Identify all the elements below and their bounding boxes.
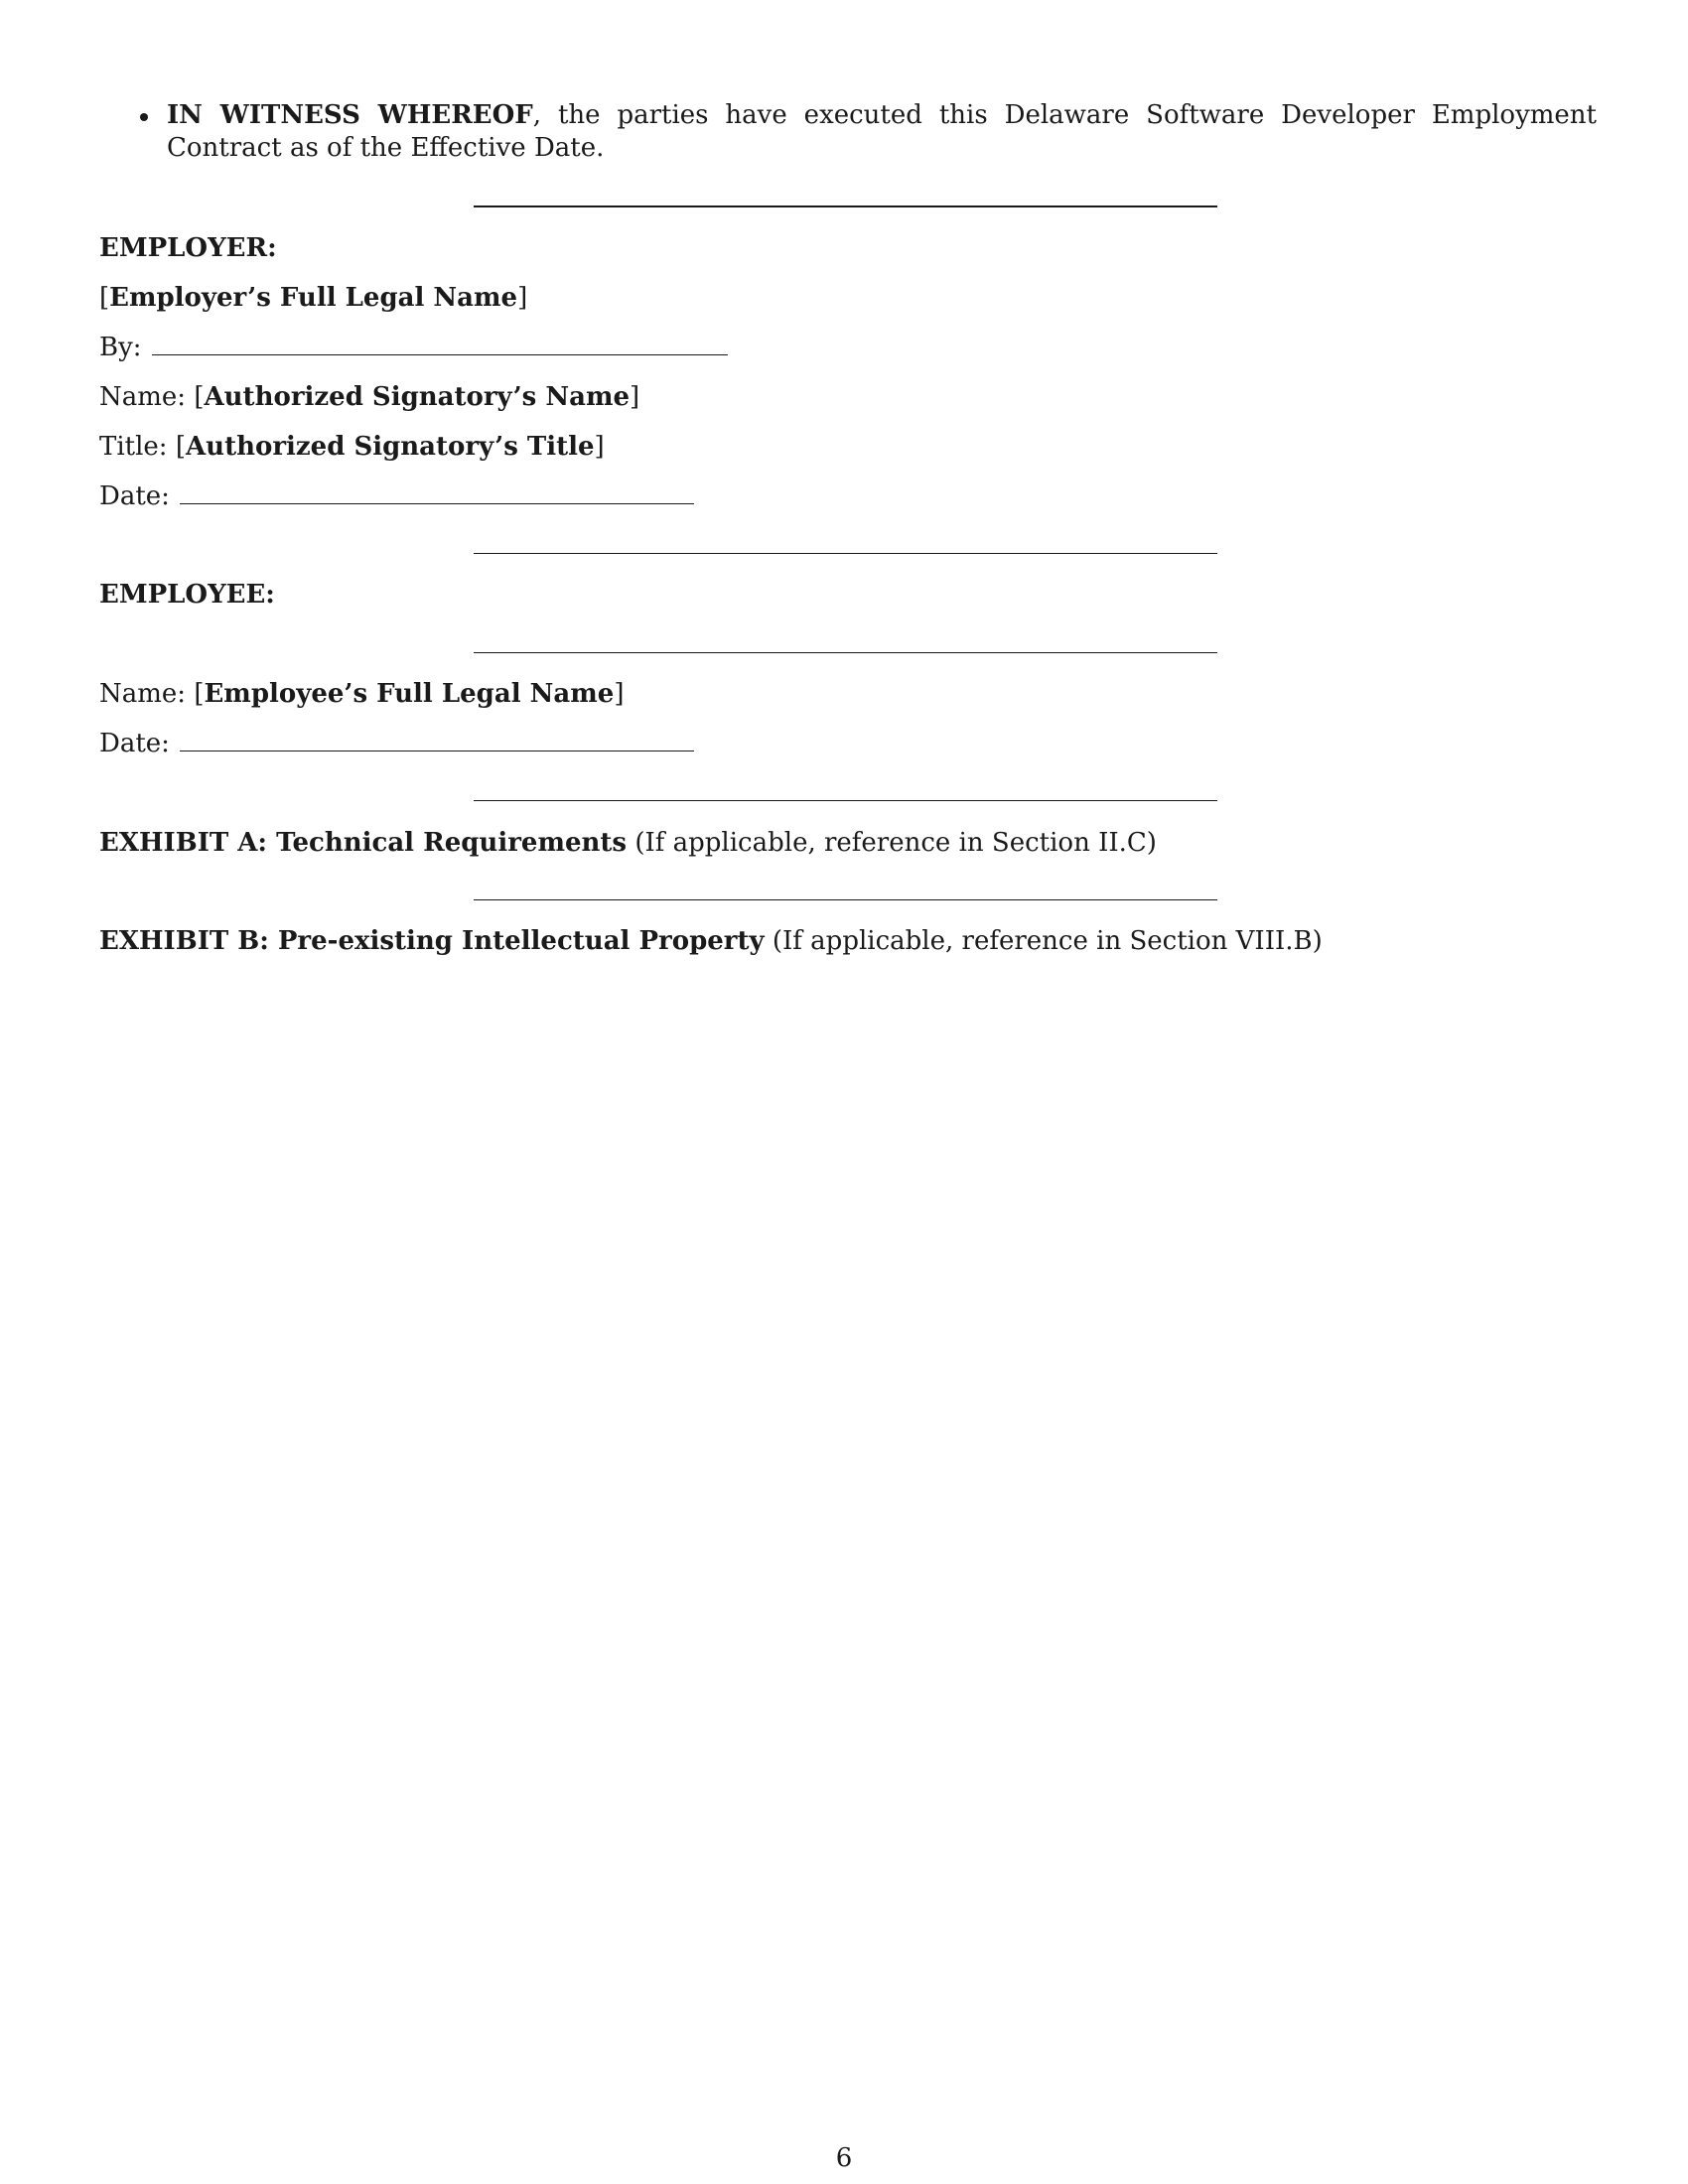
date-label: Date: <box>99 729 170 758</box>
bullet-point <box>140 113 148 121</box>
witness-clause <box>167 99 1597 165</box>
separator-rule <box>474 205 1217 207</box>
employer-heading: EMPLOYER: <box>99 233 277 263</box>
employer-date-line <box>99 480 694 512</box>
employer-signature-line <box>99 332 728 363</box>
bracket-close: ] <box>517 283 528 313</box>
by-label: By: <box>99 333 142 362</box>
exhibit-b-note: (If applicable, reference in Section VIII.B) <box>772 926 1323 956</box>
employer-legal-name-value: Employer’s Full Legal Name <box>109 283 518 313</box>
page-number: 6 <box>835 2143 853 2173</box>
witness-text: , the parties have executed this Delaware Software Developer Employment Contract as of the Effective Date. <box>167 100 1598 163</box>
signatory-name-value: Authorized Signatory’s Name <box>204 382 631 412</box>
date-blank[interactable] <box>180 503 694 504</box>
name-label: Name: <box>99 679 187 709</box>
bracket-open: [ <box>99 283 110 313</box>
signature-blank[interactable] <box>152 354 728 355</box>
title-label: Title: <box>99 432 168 462</box>
employer-signatory-title: Title: [Authorized Signatory’s Title] <box>99 432 605 462</box>
employer-signatory-name: Name: [Authorized Signatory’s Name] <box>99 382 640 412</box>
employee-name: Name: [Employee’s Full Legal Name] <box>99 679 625 709</box>
exhibit-b-title: EXHIBIT B: Pre-existing Intellectual Property <box>99 926 765 956</box>
separator-rule <box>474 553 1217 554</box>
name-label: Name: <box>99 382 187 412</box>
employee-name-value: Employee’s Full Legal Name <box>204 679 615 709</box>
date-label: Date: <box>99 481 170 511</box>
employee-date-line <box>99 728 694 759</box>
exhibit-b <box>99 925 1323 957</box>
employee-heading: EMPLOYEE: <box>99 580 275 610</box>
witness-lead: IN WITNESS WHEREOF <box>167 100 533 130</box>
exhibit-a <box>99 827 1157 859</box>
separator-rule <box>474 800 1217 801</box>
separator-rule <box>474 899 1217 900</box>
employee-signature-rule[interactable] <box>474 652 1217 653</box>
employer-legal-name <box>99 282 527 314</box>
exhibit-a-note: (If applicable, reference in Section II.C) <box>634 828 1157 858</box>
signatory-title-value: Authorized Signatory’s Title <box>186 432 595 462</box>
exhibit-a-title: EXHIBIT A: Technical Requirements <box>99 828 628 858</box>
